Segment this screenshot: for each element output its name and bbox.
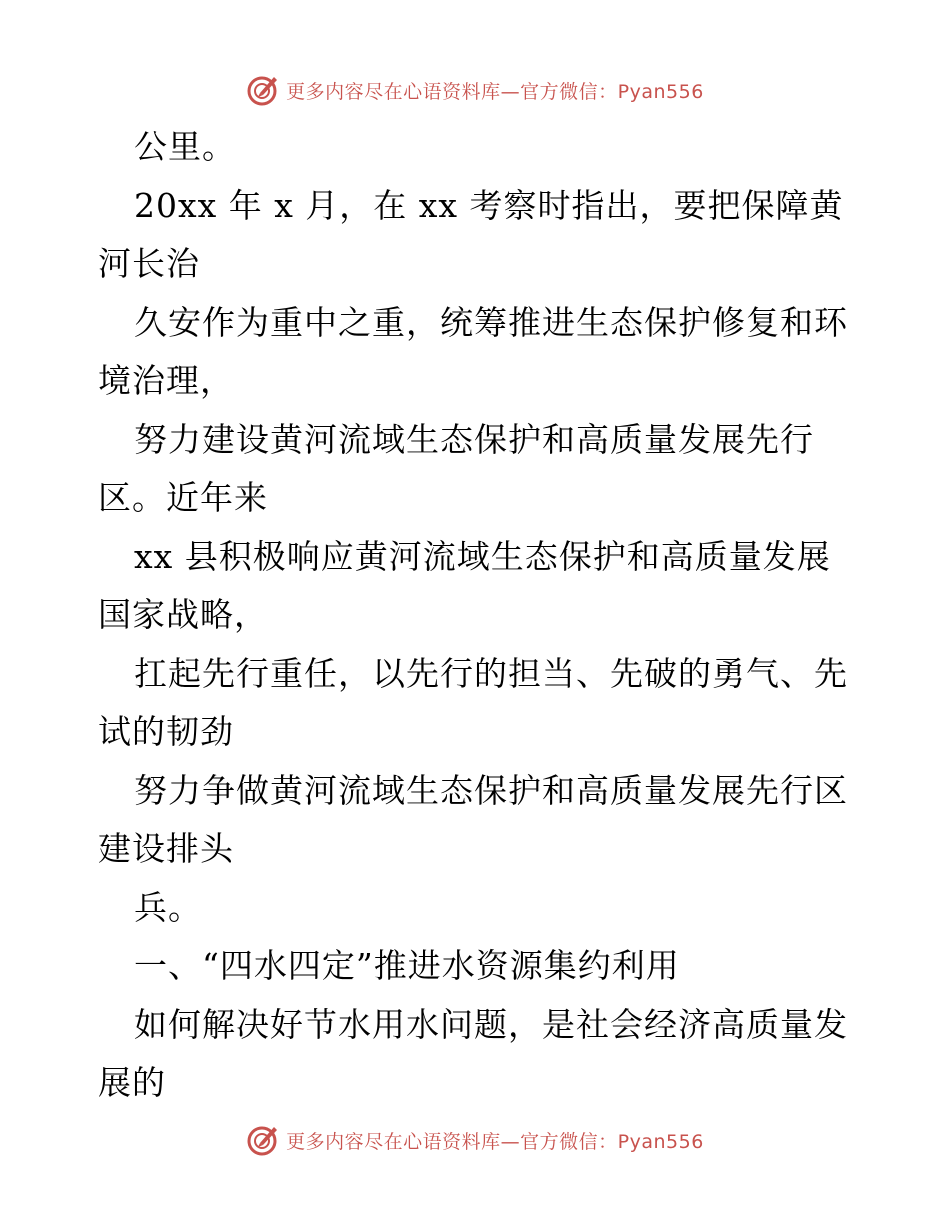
body-line: 建设排头 (98, 829, 234, 868)
body-line: 兵。 (134, 887, 202, 927)
body-line: 如何解决好节水用水问题，是社会经济高质量发 (134, 1004, 848, 1044)
body-line: 久安作为重中之重，统筹推进生态保护修复和环 (134, 302, 848, 342)
pen-nib-logo-icon (246, 1123, 280, 1157)
body-line: 努力争做黄河流域生态保护和高质量发展先行区 (134, 770, 848, 810)
body-line: 区。近年来 (98, 478, 268, 517)
footer-banner-text: 更多内容尽在心语资料库—官方微信：Pyan556 (286, 1130, 704, 1153)
body-line: 河长治 (98, 244, 200, 283)
body-line: 试的韧劲 (98, 712, 234, 751)
body-line: 扛起先行重任，以先行的担当、先破的勇气、先 (134, 653, 848, 693)
body-line: 努力建设黄河流域生态保护和高质量发展先行 (134, 419, 814, 459)
body-line: 20xx 年 x 月，在 xx 考察时指出，要把保障黄 (134, 185, 844, 225)
pen-nib-logo-icon (246, 73, 280, 107)
body-line: xx 县积极响应黄河流域生态保护和高质量发展 (134, 536, 831, 576)
header-banner-text: 更多内容尽在心语资料库—官方微信：Pyan556 (286, 80, 704, 103)
header-banner (0, 70, 950, 110)
body-line: 公里。 (134, 127, 236, 166)
body-line: 国家战略， (98, 595, 268, 634)
body-line: 展的 (98, 1063, 166, 1102)
body-line: 境治理， (98, 361, 234, 400)
section-heading: 一、“四水四定”推进水资源集约利用 (134, 946, 680, 985)
footer-banner (0, 1120, 950, 1160)
document-body (98, 118, 858, 1113)
